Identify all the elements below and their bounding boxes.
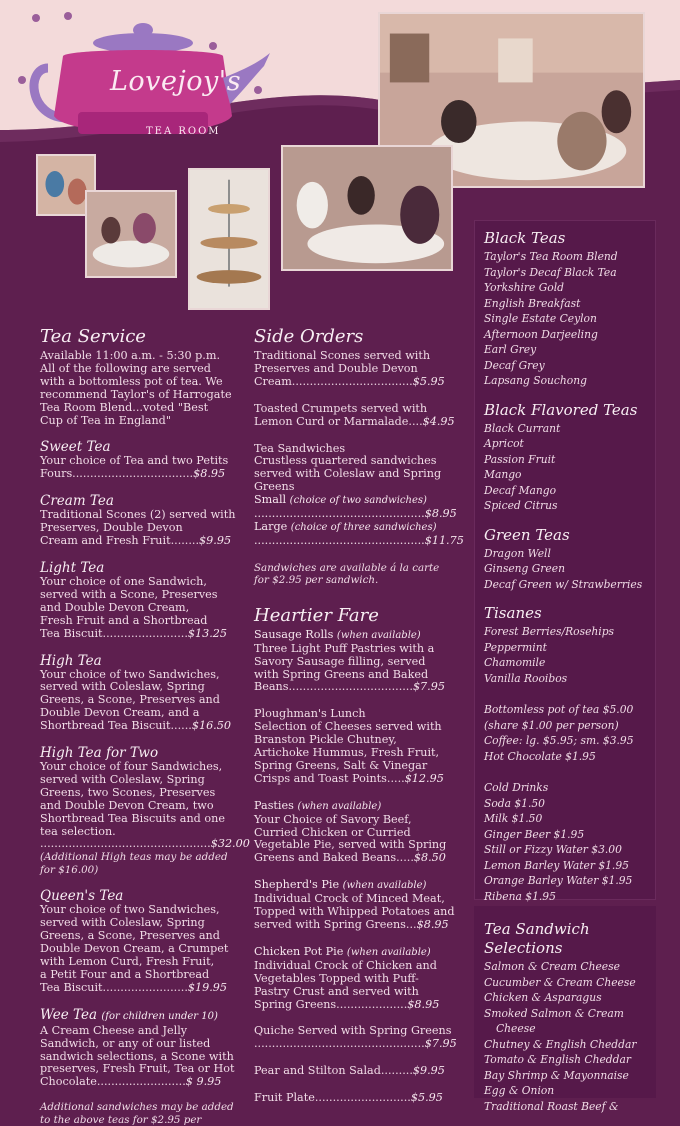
list-item: Orange Barley Water $1.95 [484,874,633,887]
list-item: Coffee: lg. $5.95; sm. $3.95 [484,734,634,747]
list-item: Chamomile [484,656,546,669]
list-item: Peppermint [484,640,547,654]
list-item: Soda $1.50 [484,796,545,810]
high-tea-two-note: (Additional High teas may be added for $16.00) [40,851,228,876]
sweet-tea-price: $8.95 [193,467,226,481]
list-item: Still or Fizzy Water $3.00 [484,843,622,856]
list-item: Chutney & English Cheddar [484,1037,637,1051]
high-tea-two-price: $32.00 [210,837,250,851]
wee-tea-age-note: (for children under 10) [101,1010,218,1022]
quiche-price: $7.95 [424,1037,457,1051]
list-item: Forest Berries/Rosehips [484,625,615,638]
pear-salad-price: $9.95 [412,1064,445,1078]
tisanes-heading: Tisanes [484,604,542,622]
heartier-fare-heading: Heartier Fare [254,604,379,626]
pasties-price: $8.50 [413,851,446,865]
list-item: Vanilla Rooibos [484,671,568,685]
black-teas-group [484,229,659,389]
list-item: Black Currant [484,421,561,435]
fruit-plate-price: $5.95 [410,1091,443,1105]
light-tea-item: Your choice of one Sandwich, served with a Scone, Preserves and Double Devon Cream, Fresh Fruit and a Shortbread Tea Biscuit........................$13.25 [40,574,228,640]
list-item: Cheese [496,1022,536,1035]
small-sandwich-price: $8.95 [424,507,457,521]
crumpets-item: Toasted Crumpets served with Lemon Curd or Marmalade....$4.95 [254,401,455,428]
wee-tea-price: $ 9.95 [185,1075,222,1089]
scones-item: Traditional Scones served with Preserves and Double Devon Cream..................................$5.95 [254,349,445,388]
list-item: Lapsang Souchong [484,374,587,387]
list-item: Earl Grey [484,343,537,356]
sandwich-selections-column [484,920,659,1114]
list-item: Passion Fruit [484,452,556,466]
sweet-tea-item: Your choice of Tea and two Petits Fours..................................$8.95 [40,454,229,481]
sweet-tea-heading: Sweet Tea [40,439,111,456]
list-item: Egg & Onion [484,1084,555,1097]
tea-pricing-group [484,702,659,764]
large-sandwich-option: Large (choice of three sandwiches) [254,519,437,533]
list-item: Apricot [484,437,524,450]
cream-tea-item: Traditional Scones (2) served with Preserves, Double Devon Cream and Fresh Fruit........$9.95 [40,508,236,548]
list-item: (share $1.00 per person) [484,718,619,732]
large-sandwich-price: $11.75 [424,533,464,547]
queens-tea-heading: Queen's Tea [40,888,124,905]
logo-subtitle: TEA ROOM [146,126,221,137]
list-item: Tomato & English Cheddar [484,1053,631,1066]
list-item: Decaf Mango [484,483,557,497]
ploughmans-lunch-item: Ploughman's Lunch Selection of Cheeses served with Branston Pickle Chutney, Artichoke Hummus, Fresh Fruit, Spring Greens, Salt & Vinegar Crisps and Toast Points.....$12.95 [254,707,444,785]
tea-service-description: Available 11:00 a.m. - 5:30 p.m. All of the following are served with a bottomless pot of tea. We recommend Taylor's of Harrogate Tea Room Blend...voted "Best Cup of Tea in England" [40,349,232,427]
list-item: Ginseng Green [484,562,565,575]
list-item: Decaf Grey [484,358,545,372]
quiche-item: Quiche Served with Spring Greens ................................................$7.95 [254,1024,457,1051]
list-item: Milk $1.50 [484,812,543,825]
tea-service-heading: Tea Service [40,326,146,347]
light-tea-price: $13.25 [187,626,228,640]
photo-guests-2 [85,190,177,278]
sausage-rolls-price: $7.95 [412,680,445,694]
shepherds-pie-price: $8.95 [416,918,449,931]
black-flavored-teas-heading: Black Flavored Teas [484,400,638,419]
chicken-pot-pie-price: $8.95 [407,997,440,1011]
list-item: Afternoon Darjeeling [484,327,598,341]
queens-tea-price: $19.95 [187,980,228,994]
fruit-plate-item: Fruit Plate...........................$5.95 [254,1091,443,1105]
list-item: Mango [484,468,522,481]
list-item: Hot Chocolate $1.95 [484,749,596,763]
list-item: Taylor's Decaf Black Tea [484,265,617,279]
list-item: Traditional Roast Beef & [484,1099,619,1113]
list-item: Taylor's Tea Room Blend [484,250,618,263]
list-item: English Breakfast [484,296,581,310]
scones-price: $5.95 [412,374,445,388]
list-item: Salmon & Cream Cheese [484,960,620,973]
list-item: Single Estate Ceylon [484,312,597,325]
list-item: Smoked Salmon & Cream [484,1006,624,1020]
list-item: Spiced Citrus [484,499,558,512]
tea-list-column [484,229,659,916]
chicken-pot-pie-item: Chicken Pot Pie (when available) Individual Crock of Chicken and Vegetables Topped with Puff- Pastry Crust and served with Spring Greens....................$8.95 [254,944,440,1011]
high-tea-two-item: Your choice of four Sandwiches, served with Coleslaw, Spring Greens, two Scones, Preserves and Double Devon Cream, two Shortbread Tea Biscuits and one tea selection. ................................................$32.00 [40,760,250,851]
pasties-item: Pasties (when available) Your Choice of Savory Beef, Curried Chicken or Curried Vegetable Pie, served with Spring Greens and Baked Beans.....$8.50 [254,798,447,865]
black-flavored-teas-group [484,401,659,514]
high-tea-price: $16.50 [191,719,231,733]
sandwiches-a-la-carte-note: Sandwiches are available á la carte for $2.95 per sandwich. [254,561,440,587]
logo-name: Lovejoy's [110,66,242,97]
list-item: Decaf Green w/ Strawberries [484,577,643,591]
light-tea-heading: Light Tea [40,559,105,576]
additional-sandwiches-note: Additional sandwiches may be added to the above teas for $2.95 per [40,1101,234,1126]
cream-tea-price: $9.95 [199,534,232,548]
cold-drinks-heading: Cold Drinks [484,781,549,794]
queens-tea-item: Your choice of two Sandwiches, served with Coleslaw, Spring Greens, a Scone, Preserves and Double Devon Cream, a Crumpet with Lemon Curd, Fresh Fruit, a Petit Four and a Shortbread Tea Biscuit........................$19.95 [40,903,229,994]
list-item: Dragon Well [484,546,551,560]
side-orders-heading: Side Orders [254,326,364,347]
sandwich-selections-heading: Tea Sandwich Selections [484,920,590,957]
list-item: Cucumber & Cream Cheese [484,975,636,989]
green-teas-heading: Green Teas [484,525,570,544]
ploughmans-price: $12.95 [404,771,444,785]
list-item: Ribena $1.95 [484,889,556,903]
list-item: Bottomless pot of tea $5.00 [484,703,634,716]
list-item: Ginger Beer $1.95 [484,827,585,841]
photo-dining-group [281,145,453,271]
list-item: Bay Shrimp & Mayonnaise [484,1068,629,1082]
wee-tea-item: A Cream Cheese and Jelly Sandwich, or any of our listed sandwich selections, a Scone with preserves, Fresh Fruit, Tea or Hot Chocolate.........................$ 9.95 [40,1023,235,1089]
high-tea-heading: High Tea [40,652,102,669]
wee-tea-heading: Wee Tea (for children under 10) [40,1006,218,1023]
cream-tea-heading: Cream Tea [40,493,114,510]
tisanes-group [484,604,659,686]
sausage-rolls-item: Sausage Rolls (when available) Three Light Puff Pastries with a Savory Sausage filling, served with Spring Greens and Baked Beans...................................$7.95 [254,627,445,694]
list-item: Yorkshire Gold [484,281,564,294]
pear-stilton-salad-item: Pear and Stilton Salad.........$9.95 [254,1064,445,1078]
photo-tea-tiers [188,168,270,310]
green-teas-group [484,526,659,593]
cold-drinks-group [484,780,659,904]
small-sandwich-option: Small (choice of two sandwiches) [254,493,427,507]
logo [18,8,273,148]
tea-service-column [40,326,250,1126]
black-teas-heading: Black Teas [484,229,566,247]
crumpets-price: $4.95 [422,414,455,428]
shepherds-pie-item: Shepherd's Pie (when available) Individual Crock of Minced Meat, Topped with Whipped Potatoes and served with Spring Greens...$8.95 [254,878,455,931]
tea-sandwiches-item: Tea Sandwiches Crustless quartered sandwiches served with Coleslaw and Spring Greens Small (choice of two sandwiches) ................................................$8.95 Large (choice of three sandwiches) ................................................$11.75 [254,441,464,547]
high-tea-two-heading: High Tea for Two [40,745,159,762]
side-orders-column [254,326,464,1105]
high-tea-item: Your choice of two Sandwiches, served with Coleslaw, Spring Greens, a Scone, Preserves and Double Devon Cream, and a Shortbread Tea Biscuit......$16.50 [40,667,231,733]
list-item: Lemon Barley Water $1.95 [484,858,629,872]
list-item: Chicken & Asparagus [484,991,602,1004]
